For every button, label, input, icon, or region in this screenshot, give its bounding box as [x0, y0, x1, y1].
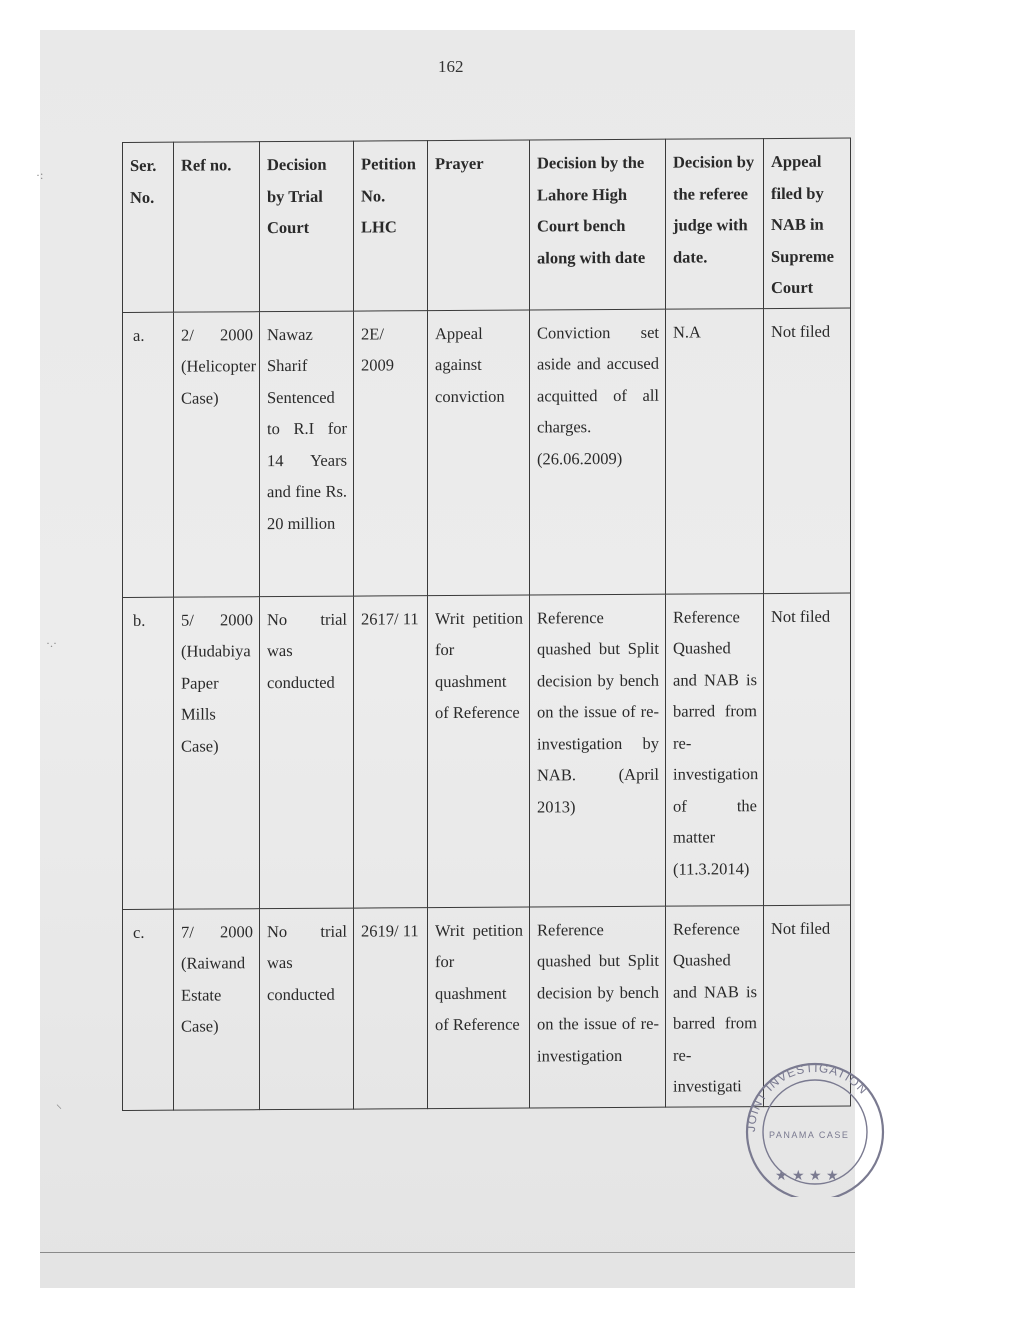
cell-prayer: Appeal against conviction — [428, 310, 530, 596]
cell-referee-decision: N.A — [666, 308, 764, 594]
official-stamp-icon — [733, 1052, 888, 1197]
header-lhc-decision: Decision by the Lahore High Court bench along with date — [530, 139, 666, 309]
table-header-row — [123, 138, 851, 312]
cell-ref: 7/ 2000 (Raiwand Estate Case) — [174, 908, 260, 1110]
cell-lhc-decision: Reference quashed but Split decision by bench on the issue of re-investigation by NAB. (April 2013) — [530, 594, 666, 907]
scan-mark: ·: — [36, 168, 44, 182]
table-row — [123, 593, 851, 909]
cases-table — [122, 138, 851, 1111]
cell-lhc-decision: Reference quashed but Split decision by bench on the issue of re-investigation — [530, 906, 666, 1108]
cell-lhc-decision: Conviction set aside and accused acquitted of all charges. (26.06.2009) — [530, 309, 666, 595]
cell-prayer: Writ petition for quashment of Reference — [428, 907, 530, 1109]
cell-appeal: Not filed — [764, 905, 851, 1107]
header-petition-no: Petition No. LHC — [354, 141, 428, 311]
cell-ref: 2/ 2000 (Helicopter Case) — [174, 311, 260, 597]
scan-mark: ·.· — [46, 636, 57, 650]
page-number: 162 — [438, 57, 464, 76]
header-trial-decision: Decision by Trial Court — [260, 141, 354, 311]
cell-ref: 5/ 2000 (Hudabiya Paper Mills Case) — [174, 596, 260, 909]
cell-petition: 2617/ 11 — [354, 595, 428, 907]
header-referee-decision: Decision by the referee judge with date. — [666, 139, 764, 309]
cell-referee-decision: Reference Quashed and NAB is barred from re-investigation of the matter (11.3.2014) — [666, 593, 764, 906]
bottom-rule — [40, 1252, 855, 1253]
cell-ser: c. — [123, 909, 174, 1110]
cell-ser: a. — [123, 312, 174, 597]
cell-prayer: Writ petition for quashment of Reference — [428, 595, 530, 908]
stamp-inner-text: PANAMA CASE — [769, 1130, 850, 1140]
cell-trial: No trial was conducted — [260, 596, 354, 909]
header-appeal: Appeal filed by NAB in Supreme Court — [764, 138, 851, 308]
cell-petition: 2E/ 2009 — [354, 310, 428, 595]
cell-ser: b. — [123, 597, 174, 909]
stamp-outer-text: JOINT INVESTIGATION — [743, 1060, 871, 1133]
cell-referee-decision: Reference Quashed and NAB is barred from re-investigati — [666, 905, 764, 1107]
cell-trial: No trial was conducted — [260, 908, 354, 1110]
header-ref-no: Ref no. — [174, 142, 260, 312]
stamp-stars-icon: ★ ★ ★ ★ — [775, 1168, 839, 1184]
header-ser-no: Ser. No. — [123, 142, 174, 312]
table-row — [123, 308, 851, 597]
cell-appeal: Not filed — [764, 593, 851, 906]
cell-appeal: Not filed — [764, 308, 851, 594]
scan-mark: ⸌ — [56, 1102, 63, 1116]
header-prayer: Prayer — [428, 140, 530, 310]
cell-petition: 2619/ 11 — [354, 907, 428, 1108]
cell-trial: Nawaz Sharif Sentenced to R.I for 14 Years and fine Rs. 20 million — [260, 311, 354, 597]
